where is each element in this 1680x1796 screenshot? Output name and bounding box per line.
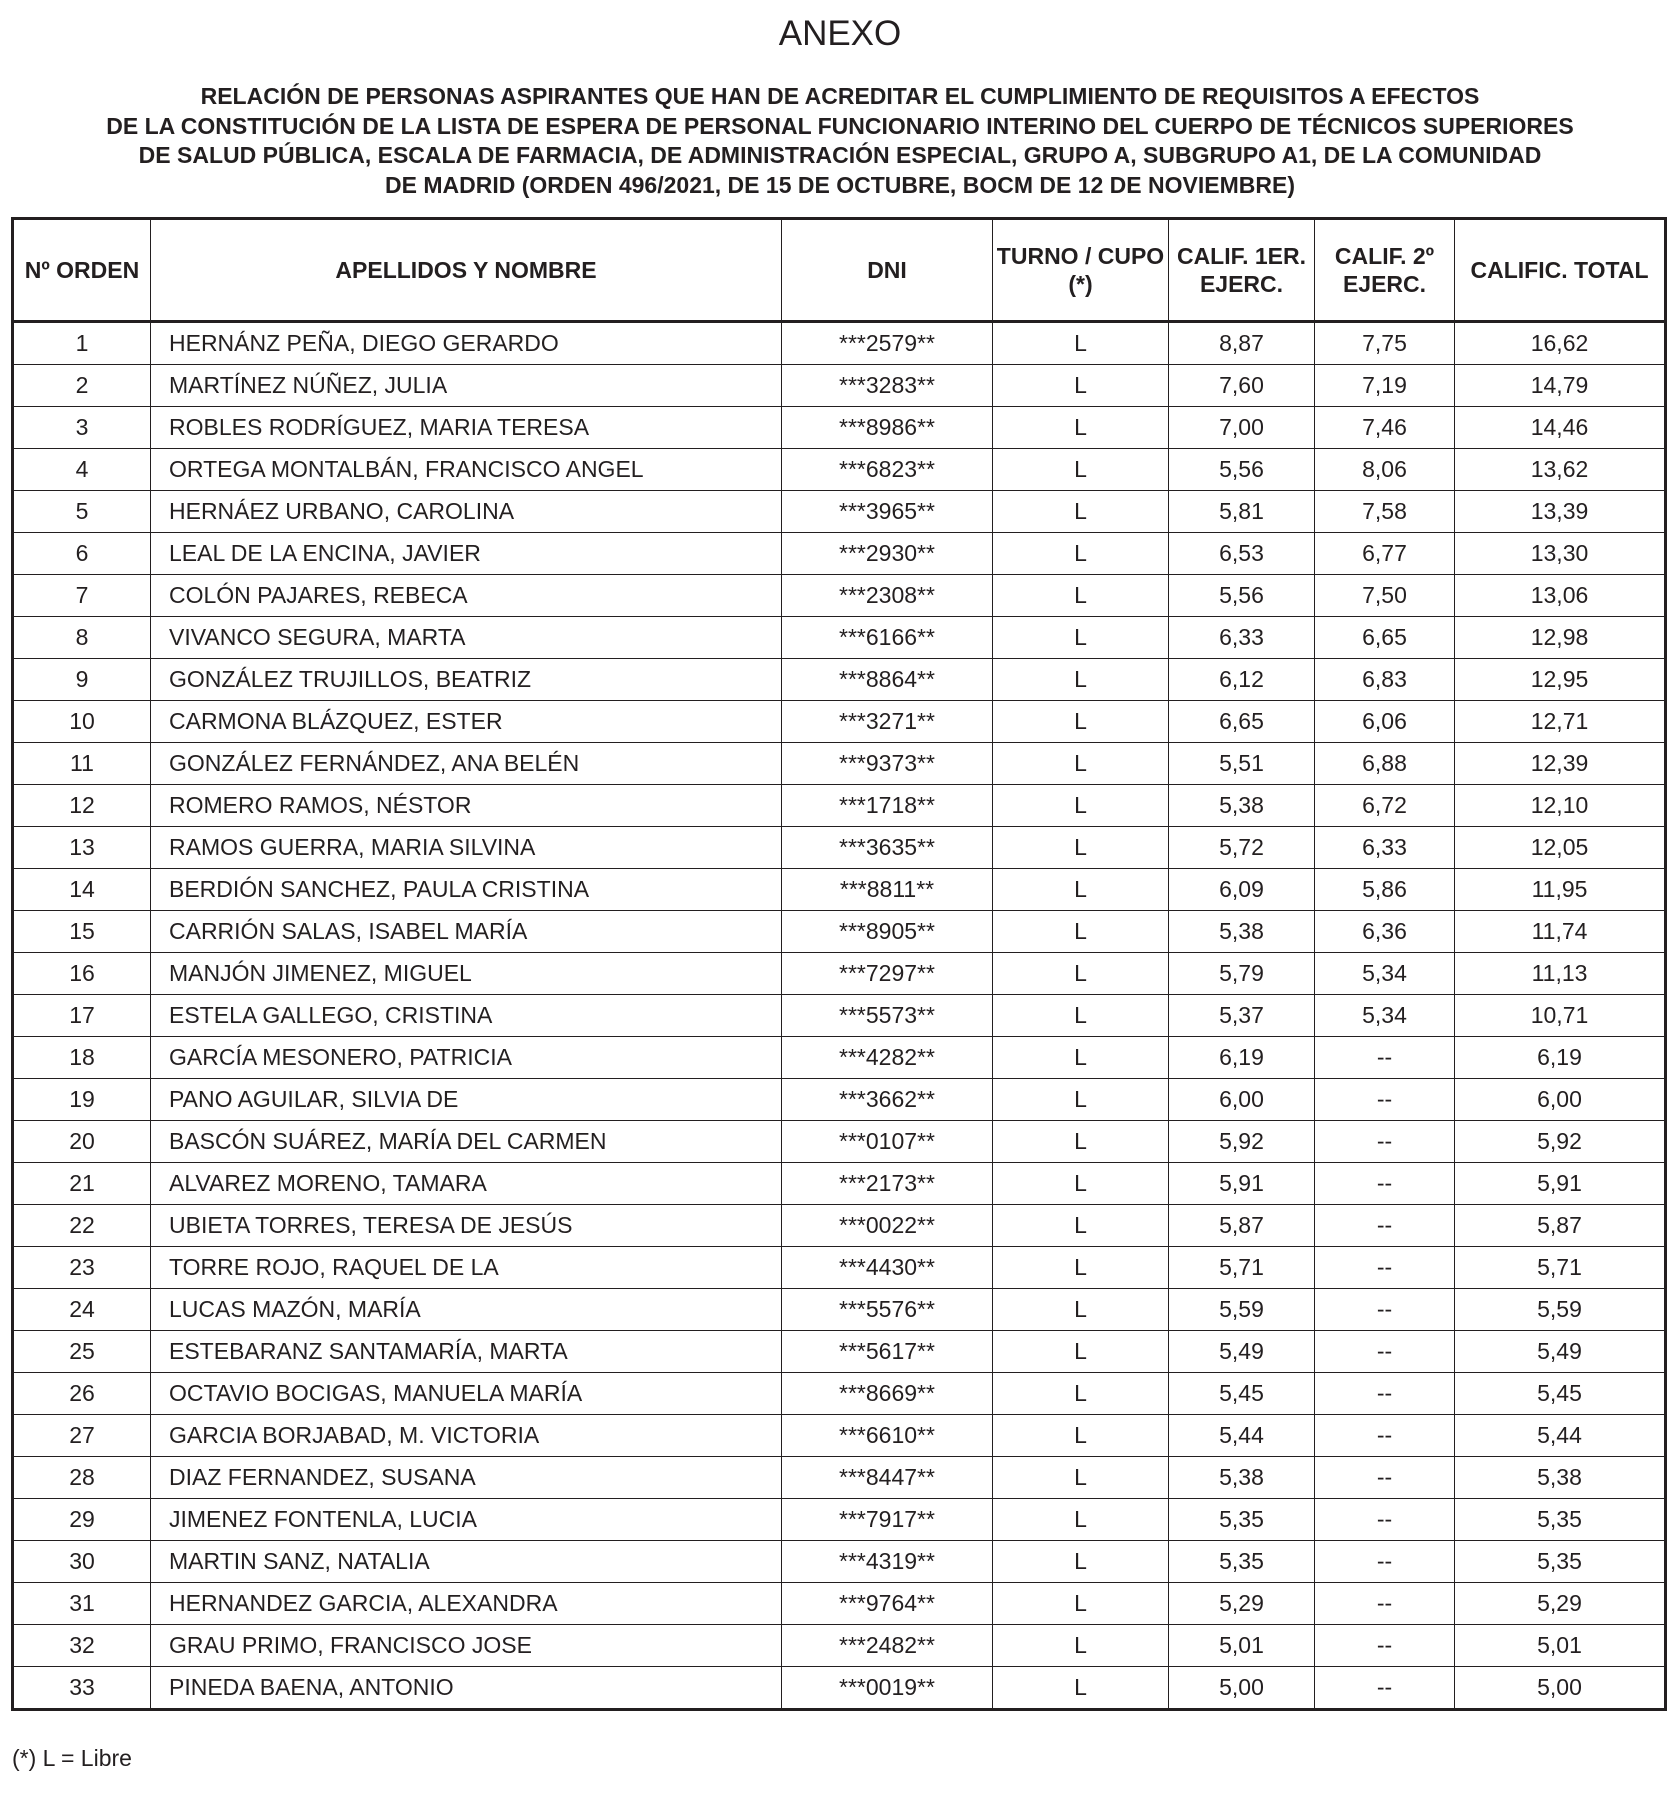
cell-calif-1: 6,65 xyxy=(1169,701,1315,743)
cell-nombre: MANJÓN JIMENEZ, MIGUEL xyxy=(151,953,782,995)
cell-calif-2: -- xyxy=(1315,1163,1455,1205)
table-row xyxy=(13,1247,1666,1289)
cell-nombre: HERNÁEZ URBANO, CAROLINA xyxy=(151,491,782,533)
cell-calif-total: 5,38 xyxy=(1455,1457,1666,1499)
cell-orden: 14 xyxy=(13,869,151,911)
table-row xyxy=(13,1415,1666,1457)
cell-turno: L xyxy=(993,1247,1169,1289)
cell-calif-2: 7,58 xyxy=(1315,491,1455,533)
cell-calif-1: 5,44 xyxy=(1169,1415,1315,1457)
cell-calif-2: 6,83 xyxy=(1315,659,1455,701)
cell-calif-1: 5,92 xyxy=(1169,1121,1315,1163)
cell-calif-2: 7,46 xyxy=(1315,407,1455,449)
cell-calif-total: 5,49 xyxy=(1455,1331,1666,1373)
cell-calif-total: 5,91 xyxy=(1455,1163,1666,1205)
header-calif-total: CALIFIC. TOTAL xyxy=(1455,219,1666,322)
cell-calif-2: 6,06 xyxy=(1315,701,1455,743)
cell-turno: L xyxy=(993,449,1169,491)
cell-dni: ***4319** xyxy=(782,1541,993,1583)
cell-calif-1: 5,72 xyxy=(1169,827,1315,869)
table-row xyxy=(13,491,1666,533)
cell-calif-1: 6,33 xyxy=(1169,617,1315,659)
table-row xyxy=(13,701,1666,743)
cell-orden: 11 xyxy=(13,743,151,785)
cell-dni: ***8669** xyxy=(782,1373,993,1415)
cell-calif-1: 5,51 xyxy=(1169,743,1315,785)
cell-nombre: GARCIA BORJABAD, M. VICTORIA xyxy=(151,1415,782,1457)
cell-calif-total: 6,19 xyxy=(1455,1037,1666,1079)
table-row xyxy=(13,1079,1666,1121)
cell-orden: 21 xyxy=(13,1163,151,1205)
cell-calif-total: 5,45 xyxy=(1455,1373,1666,1415)
subtitle-line: RELACIÓN DE PERSONAS ASPIRANTES QUE HAN DE ACREDITAR EL CUMPLIMIENTO DE REQUISITOS A EFECTOS xyxy=(200,83,1480,109)
cell-calif-2: -- xyxy=(1315,1583,1455,1625)
cell-orden: 2 xyxy=(13,365,151,407)
cell-dni: ***7917** xyxy=(782,1499,993,1541)
cell-nombre: BASCÓN SUÁREZ, MARÍA DEL CARMEN xyxy=(151,1121,782,1163)
cell-calif-1: 5,87 xyxy=(1169,1205,1315,1247)
cell-nombre: COLÓN PAJARES, REBECA xyxy=(151,575,782,617)
header-calif-2: CALIF. 2º EJERC. xyxy=(1315,219,1455,322)
cell-calif-total: 5,01 xyxy=(1455,1625,1666,1667)
cell-dni: ***5573** xyxy=(782,995,993,1037)
cell-turno: L xyxy=(993,995,1169,1037)
cell-calif-2: -- xyxy=(1315,1247,1455,1289)
cell-turno: L xyxy=(993,491,1169,533)
table-row xyxy=(13,1541,1666,1583)
table-row xyxy=(13,1457,1666,1499)
cell-dni: ***1718** xyxy=(782,785,993,827)
cell-calif-2: 6,77 xyxy=(1315,533,1455,575)
cell-calif-1: 5,71 xyxy=(1169,1247,1315,1289)
cell-calif-2: -- xyxy=(1315,1205,1455,1247)
table-row xyxy=(13,322,1666,365)
cell-calif-1: 5,56 xyxy=(1169,449,1315,491)
table-row xyxy=(13,995,1666,1037)
cell-calif-total: 5,92 xyxy=(1455,1121,1666,1163)
cell-calif-total: 5,29 xyxy=(1455,1583,1666,1625)
table-row xyxy=(13,1331,1666,1373)
cell-calif-total: 11,13 xyxy=(1455,953,1666,995)
candidates-table xyxy=(11,217,1667,1711)
cell-dni: ***3283** xyxy=(782,365,993,407)
cell-nombre: ROMERO RAMOS, NÉSTOR xyxy=(151,785,782,827)
cell-turno: L xyxy=(993,785,1169,827)
cell-orden: 29 xyxy=(13,1499,151,1541)
cell-turno: L xyxy=(993,1541,1169,1583)
cell-calif-total: 6,00 xyxy=(1455,1079,1666,1121)
table-row xyxy=(13,1121,1666,1163)
cell-dni: ***5617** xyxy=(782,1331,993,1373)
cell-calif-1: 5,38 xyxy=(1169,1457,1315,1499)
table-row xyxy=(13,575,1666,617)
cell-orden: 10 xyxy=(13,701,151,743)
cell-turno: L xyxy=(993,1121,1169,1163)
cell-turno: L xyxy=(993,1205,1169,1247)
cell-nombre: LUCAS MAZÓN, MARÍA xyxy=(151,1289,782,1331)
table-row xyxy=(13,785,1666,827)
cell-turno: L xyxy=(993,407,1169,449)
cell-calif-total: 13,30 xyxy=(1455,533,1666,575)
cell-orden: 15 xyxy=(13,911,151,953)
cell-turno: L xyxy=(993,617,1169,659)
cell-calif-total: 5,35 xyxy=(1455,1499,1666,1541)
page-title: ANEXO xyxy=(778,14,902,53)
table-row xyxy=(13,1205,1666,1247)
cell-orden: 12 xyxy=(13,785,151,827)
cell-nombre: OCTAVIO BOCIGAS, MANUELA MARÍA xyxy=(151,1373,782,1415)
cell-calif-total: 11,74 xyxy=(1455,911,1666,953)
cell-nombre: UBIETA TORRES, TERESA DE JESÚS xyxy=(151,1205,782,1247)
cell-orden: 27 xyxy=(13,1415,151,1457)
cell-nombre: LEAL DE LA ENCINA, JAVIER xyxy=(151,533,782,575)
cell-calif-2: 6,88 xyxy=(1315,743,1455,785)
cell-turno: L xyxy=(993,365,1169,407)
cell-dni: ***6610** xyxy=(782,1415,993,1457)
cell-orden: 19 xyxy=(13,1079,151,1121)
cell-calif-2: -- xyxy=(1315,1499,1455,1541)
cell-dni: ***5576** xyxy=(782,1289,993,1331)
cell-turno: L xyxy=(993,701,1169,743)
document-subtitle xyxy=(20,82,1660,200)
cell-orden: 20 xyxy=(13,1121,151,1163)
cell-calif-total: 14,79 xyxy=(1455,365,1666,407)
cell-dni: ***3271** xyxy=(782,701,993,743)
cell-turno: L xyxy=(993,1583,1169,1625)
cell-calif-1: 6,53 xyxy=(1169,533,1315,575)
cell-orden: 26 xyxy=(13,1373,151,1415)
cell-nombre: PANO AGUILAR, SILVIA DE xyxy=(151,1079,782,1121)
cell-dni: ***2308** xyxy=(782,575,993,617)
cell-calif-2: -- xyxy=(1315,1625,1455,1667)
cell-calif-total: 12,39 xyxy=(1455,743,1666,785)
cell-nombre: MARTIN SANZ, NATALIA xyxy=(151,1541,782,1583)
cell-calif-1: 6,00 xyxy=(1169,1079,1315,1121)
cell-calif-1: 5,35 xyxy=(1169,1499,1315,1541)
cell-dni: ***4430** xyxy=(782,1247,993,1289)
cell-calif-2: 6,72 xyxy=(1315,785,1455,827)
cell-turno: L xyxy=(993,575,1169,617)
cell-calif-2: -- xyxy=(1315,1037,1455,1079)
cell-orden: 23 xyxy=(13,1247,151,1289)
cell-nombre: VIVANCO SEGURA, MARTA xyxy=(151,617,782,659)
cell-orden: 28 xyxy=(13,1457,151,1499)
table-row xyxy=(13,911,1666,953)
cell-turno: L xyxy=(993,322,1169,365)
cell-dni: ***0022** xyxy=(782,1205,993,1247)
cell-calif-1: 7,00 xyxy=(1169,407,1315,449)
table-row xyxy=(13,1373,1666,1415)
cell-calif-2: -- xyxy=(1315,1541,1455,1583)
cell-turno: L xyxy=(993,869,1169,911)
cell-turno: L xyxy=(993,1373,1169,1415)
cell-dni: ***0019** xyxy=(782,1667,993,1710)
cell-orden: 33 xyxy=(13,1667,151,1710)
cell-calif-1: 6,12 xyxy=(1169,659,1315,701)
cell-orden: 32 xyxy=(13,1625,151,1667)
table-row xyxy=(13,407,1666,449)
cell-turno: L xyxy=(993,1037,1169,1079)
cell-orden: 24 xyxy=(13,1289,151,1331)
cell-calif-1: 5,01 xyxy=(1169,1625,1315,1667)
cell-orden: 4 xyxy=(13,449,151,491)
cell-nombre: PINEDA BAENA, ANTONIO xyxy=(151,1667,782,1710)
cell-calif-2: 7,19 xyxy=(1315,365,1455,407)
table-row xyxy=(13,827,1666,869)
cell-turno: L xyxy=(993,827,1169,869)
cell-turno: L xyxy=(993,1289,1169,1331)
cell-dni: ***2930** xyxy=(782,533,993,575)
subtitle-line: DE MADRID (ORDEN 496/2021, DE 15 DE OCTUBRE, BOCM DE 12 DE NOVIEMBRE) xyxy=(385,171,1295,198)
cell-calif-2: -- xyxy=(1315,1373,1455,1415)
subtitle-line: DE SALUD PÚBLICA, ESCALA DE FARMACIA, DE ADMINISTRACIÓN ESPECIAL, GRUPO A, SUBGRUPO A1, DE LA COMUNIDAD xyxy=(138,142,1542,168)
cell-calif-1: 5,29 xyxy=(1169,1583,1315,1625)
cell-calif-1: 5,37 xyxy=(1169,995,1315,1037)
cell-dni: ***7297** xyxy=(782,953,993,995)
cell-orden: 17 xyxy=(13,995,151,1037)
cell-dni: ***2173** xyxy=(782,1163,993,1205)
cell-orden: 13 xyxy=(13,827,151,869)
cell-calif-1: 5,56 xyxy=(1169,575,1315,617)
cell-calif-total: 5,59 xyxy=(1455,1289,1666,1331)
cell-calif-1: 7,60 xyxy=(1169,365,1315,407)
cell-turno: L xyxy=(993,911,1169,953)
cell-turno: L xyxy=(993,1499,1169,1541)
cell-nombre: ROBLES RODRÍGUEZ, MARIA TERESA xyxy=(151,407,782,449)
table-row xyxy=(13,617,1666,659)
cell-nombre: JIMENEZ FONTENLA, LUCIA xyxy=(151,1499,782,1541)
header-dni: DNI xyxy=(782,219,993,322)
cell-nombre: TORRE ROJO, RAQUEL DE LA xyxy=(151,1247,782,1289)
cell-calif-total: 11,95 xyxy=(1455,869,1666,911)
cell-nombre: GONZÁLEZ FERNÁNDEZ, ANA BELÉN xyxy=(151,743,782,785)
cell-calif-total: 12,05 xyxy=(1455,827,1666,869)
cell-calif-2: 5,34 xyxy=(1315,953,1455,995)
cell-calif-2: 6,33 xyxy=(1315,827,1455,869)
cell-nombre: RAMOS GUERRA, MARIA SILVINA xyxy=(151,827,782,869)
cell-dni: ***0107** xyxy=(782,1121,993,1163)
cell-calif-2: 6,65 xyxy=(1315,617,1455,659)
cell-calif-1: 5,49 xyxy=(1169,1331,1315,1373)
cell-calif-total: 5,87 xyxy=(1455,1205,1666,1247)
cell-dni: ***3662** xyxy=(782,1079,993,1121)
cell-turno: L xyxy=(993,1079,1169,1121)
cell-nombre: GRAU PRIMO, FRANCISCO JOSE xyxy=(151,1625,782,1667)
footnote: (*) L = Libre xyxy=(12,1745,132,1771)
cell-orden: 22 xyxy=(13,1205,151,1247)
header-calif-1: CALIF. 1ER. EJERC. xyxy=(1169,219,1315,322)
cell-dni: ***9764** xyxy=(782,1583,993,1625)
cell-orden: 6 xyxy=(13,533,151,575)
table-row xyxy=(13,1667,1666,1710)
cell-orden: 7 xyxy=(13,575,151,617)
cell-calif-1: 5,59 xyxy=(1169,1289,1315,1331)
cell-orden: 30 xyxy=(13,1541,151,1583)
cell-calif-2: 6,36 xyxy=(1315,911,1455,953)
cell-dni: ***2482** xyxy=(782,1625,993,1667)
cell-calif-1: 5,35 xyxy=(1169,1541,1315,1583)
table-row xyxy=(13,1163,1666,1205)
subtitle-line: DE LA CONSTITUCIÓN DE LA LISTA DE ESPERA DE PERSONAL FUNCIONARIO INTERINO DEL CUERPO DE TÉCNICOS SUPERIORES xyxy=(106,112,1574,139)
cell-nombre: GONZÁLEZ TRUJILLOS, BEATRIZ xyxy=(151,659,782,701)
table-row xyxy=(13,869,1666,911)
table-row xyxy=(13,743,1666,785)
cell-nombre: HERNANDEZ GARCIA, ALEXANDRA xyxy=(151,1583,782,1625)
cell-calif-2: -- xyxy=(1315,1415,1455,1457)
table-row xyxy=(13,1625,1666,1667)
cell-calif-total: 10,71 xyxy=(1455,995,1666,1037)
cell-calif-total: 5,44 xyxy=(1455,1415,1666,1457)
cell-calif-2: 8,06 xyxy=(1315,449,1455,491)
cell-calif-1: 6,09 xyxy=(1169,869,1315,911)
cell-calif-2: -- xyxy=(1315,1331,1455,1373)
cell-turno: L xyxy=(993,1457,1169,1499)
cell-turno: L xyxy=(993,1331,1169,1373)
table-row xyxy=(13,1289,1666,1331)
cell-dni: ***8447** xyxy=(782,1457,993,1499)
cell-calif-1: 5,38 xyxy=(1169,911,1315,953)
cell-orden: 18 xyxy=(13,1037,151,1079)
cell-calif-2: -- xyxy=(1315,1667,1455,1710)
cell-dni: ***8905** xyxy=(782,911,993,953)
table-row xyxy=(13,953,1666,995)
table-row xyxy=(13,1037,1666,1079)
cell-calif-total: 13,06 xyxy=(1455,575,1666,617)
cell-calif-total: 12,71 xyxy=(1455,701,1666,743)
cell-turno: L xyxy=(993,1415,1169,1457)
cell-dni: ***8986** xyxy=(782,407,993,449)
cell-calif-1: 5,00 xyxy=(1169,1667,1315,1710)
table-row xyxy=(13,1499,1666,1541)
cell-calif-total: 5,35 xyxy=(1455,1541,1666,1583)
cell-nombre: ALVAREZ MORENO, TAMARA xyxy=(151,1163,782,1205)
cell-calif-2: -- xyxy=(1315,1079,1455,1121)
cell-nombre: HERNÁNZ PEÑA, DIEGO GERARDO xyxy=(151,322,782,365)
table-row xyxy=(13,1583,1666,1625)
cell-turno: L xyxy=(993,659,1169,701)
cell-calif-total: 14,46 xyxy=(1455,407,1666,449)
cell-calif-total: 12,95 xyxy=(1455,659,1666,701)
cell-turno: L xyxy=(993,743,1169,785)
cell-calif-1: 5,81 xyxy=(1169,491,1315,533)
cell-calif-1: 8,87 xyxy=(1169,322,1315,365)
cell-calif-2: -- xyxy=(1315,1121,1455,1163)
cell-calif-total: 12,10 xyxy=(1455,785,1666,827)
cell-calif-2: 5,34 xyxy=(1315,995,1455,1037)
cell-calif-total: 16,62 xyxy=(1455,322,1666,365)
table-header-row xyxy=(13,219,1666,322)
cell-calif-2: 5,86 xyxy=(1315,869,1455,911)
cell-dni: ***8811** xyxy=(782,869,993,911)
cell-dni: ***8864** xyxy=(782,659,993,701)
cell-dni: ***3635** xyxy=(782,827,993,869)
table-row xyxy=(13,659,1666,701)
cell-turno: L xyxy=(993,533,1169,575)
header-nombre: APELLIDOS Y NOMBRE xyxy=(151,219,782,322)
cell-nombre: CARMONA BLÁZQUEZ, ESTER xyxy=(151,701,782,743)
cell-calif-2: 7,75 xyxy=(1315,322,1455,365)
table-row xyxy=(13,365,1666,407)
cell-calif-total: 5,71 xyxy=(1455,1247,1666,1289)
header-orden: Nº ORDEN xyxy=(13,219,151,322)
cell-calif-1: 6,19 xyxy=(1169,1037,1315,1079)
header-turno: TURNO / CUPO (*) xyxy=(993,219,1169,322)
table-row xyxy=(13,449,1666,491)
cell-calif-1: 5,79 xyxy=(1169,953,1315,995)
cell-calif-total: 5,00 xyxy=(1455,1667,1666,1710)
cell-orden: 9 xyxy=(13,659,151,701)
cell-nombre: ESTEBARANZ SANTAMARÍA, MARTA xyxy=(151,1331,782,1373)
cell-nombre: DIAZ FERNANDEZ, SUSANA xyxy=(151,1457,782,1499)
cell-turno: L xyxy=(993,953,1169,995)
cell-nombre: GARCÍA MESONERO, PATRICIA xyxy=(151,1037,782,1079)
cell-calif-1: 5,38 xyxy=(1169,785,1315,827)
cell-dni: ***9373** xyxy=(782,743,993,785)
cell-dni: ***4282** xyxy=(782,1037,993,1079)
cell-orden: 16 xyxy=(13,953,151,995)
cell-nombre: MARTÍNEZ NÚÑEZ, JULIA xyxy=(151,365,782,407)
cell-turno: L xyxy=(993,1667,1169,1710)
cell-calif-total: 13,62 xyxy=(1455,449,1666,491)
cell-orden: 5 xyxy=(13,491,151,533)
table-row xyxy=(13,533,1666,575)
cell-calif-total: 13,39 xyxy=(1455,491,1666,533)
cell-calif-2: -- xyxy=(1315,1289,1455,1331)
cell-turno: L xyxy=(993,1163,1169,1205)
cell-nombre: CARRIÓN SALAS, ISABEL MARÍA xyxy=(151,911,782,953)
cell-nombre: ORTEGA MONTALBÁN, FRANCISCO ANGEL xyxy=(151,449,782,491)
cell-dni: ***6166** xyxy=(782,617,993,659)
cell-nombre: BERDIÓN SANCHEZ, PAULA CRISTINA xyxy=(151,869,782,911)
cell-orden: 31 xyxy=(13,1583,151,1625)
cell-orden: 8 xyxy=(13,617,151,659)
cell-turno: L xyxy=(993,1625,1169,1667)
cell-nombre: ESTELA GALLEGO, CRISTINA xyxy=(151,995,782,1037)
cell-calif-2: 7,50 xyxy=(1315,575,1455,617)
cell-calif-1: 5,45 xyxy=(1169,1373,1315,1415)
cell-dni: ***3965** xyxy=(782,491,993,533)
cell-orden: 1 xyxy=(13,322,151,365)
cell-calif-2: -- xyxy=(1315,1457,1455,1499)
cell-dni: ***2579** xyxy=(782,322,993,365)
cell-orden: 3 xyxy=(13,407,151,449)
cell-dni: ***6823** xyxy=(782,449,993,491)
cell-calif-total: 12,98 xyxy=(1455,617,1666,659)
cell-orden: 25 xyxy=(13,1331,151,1373)
cell-calif-1: 5,91 xyxy=(1169,1163,1315,1205)
